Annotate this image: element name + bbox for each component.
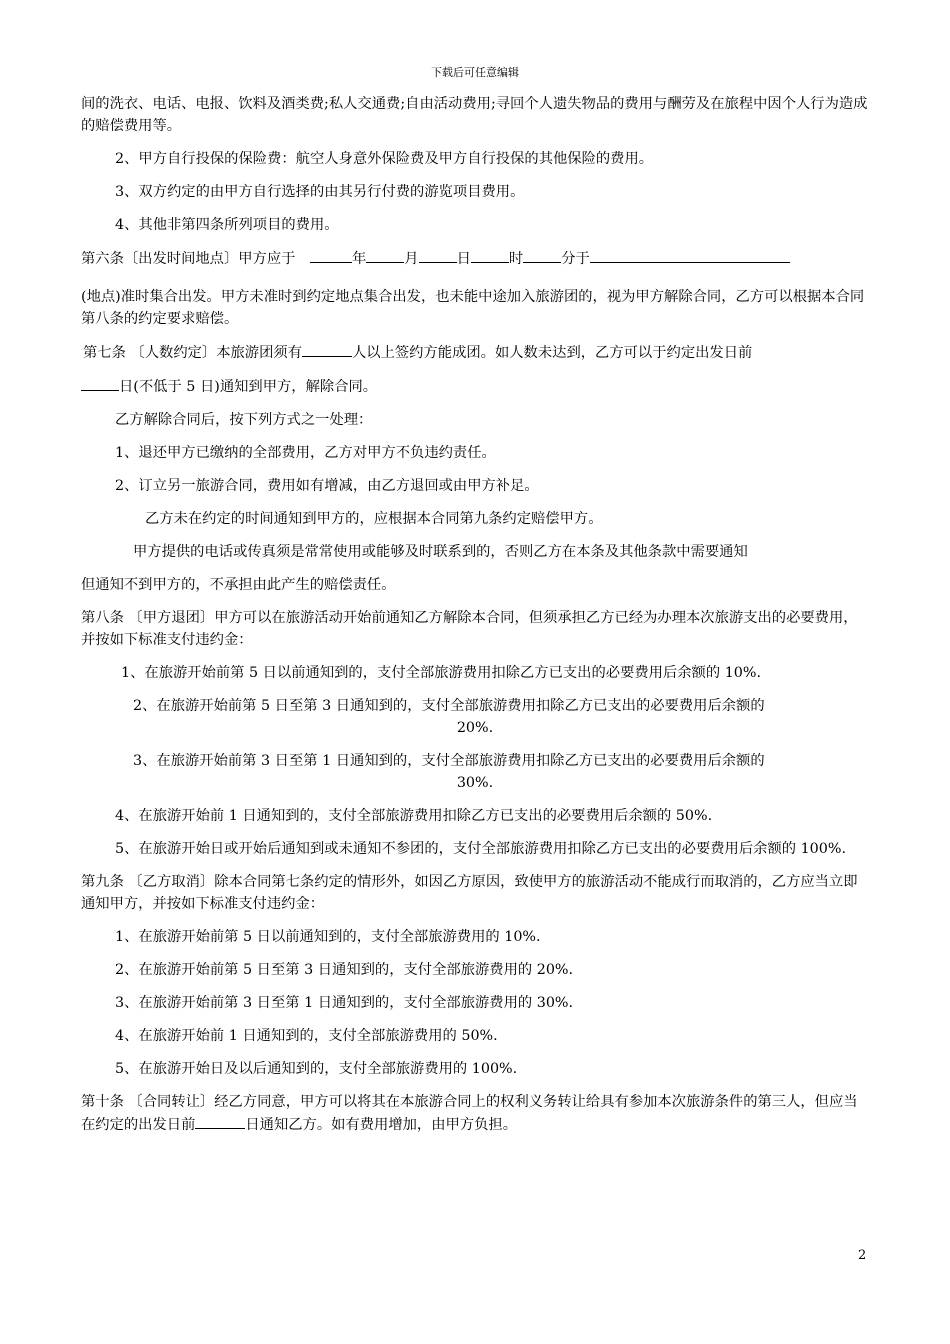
article-7-text: 人以上签约方能成团。如人数未达到，乙方可以于约定出发日前 (352, 345, 753, 361)
paragraph-contact-note-cont: 但通知不到甲方的，不承担由此产生的赔偿责任。 (81, 577, 396, 593)
article-8-item-3-value: 30%. (456, 775, 494, 791)
article-9-item-1: 1、在旅游开始前第 5 日以前通知到的，支付全部旅游费用的 10%. (115, 929, 541, 945)
hour-label: 时 (508, 251, 524, 267)
paragraph-contact-note: 甲方提供的电话或传真须是常常使用或能够及时联系到的，否则乙方在本条及其他条款中需要通知 (133, 544, 748, 560)
paragraph-termination-options: 乙方解除合同后，按下列方式之一处理： (115, 412, 373, 428)
article-10 (81, 1091, 869, 1136)
day-blank (419, 247, 457, 263)
notice-days-blank (81, 375, 119, 391)
hour-blank (471, 247, 509, 263)
page-number: 2 (858, 1248, 867, 1263)
article-8-item-5: 5、在旅游开始日或开始后通知到或未通知不参团的，支付全部旅游费用扣除乙方已支出的必要费用后余额的 100%. (115, 841, 847, 857)
article-7-text-2: 日(不低于 5 日)通知到甲方，解除合同。 (119, 379, 378, 395)
article-8-item-3: 3、在旅游开始前第 3 日至第 1 日通知到的，支付全部旅游费用扣除乙方已支出的必要费用后余额的 (133, 753, 765, 769)
article-8-item-2-value: 20%. (456, 720, 494, 736)
article-10-text: 第十条 〔合同转让〕经乙方同意，甲方可以将其在本旅游合同上的权利义务转让给具有参加本次旅游条件的第三人，但应当在约定的出发日前 (81, 1094, 858, 1133)
article-8-item-4: 4、在旅游开始前 1 日通知到的，支付全部旅游费用扣除乙方已支出的必要费用后余额的 50%. (115, 808, 713, 824)
month-label: 月 (404, 251, 419, 267)
article-7-label: 第七条 〔人数约定〕本旅游团须有 (83, 345, 302, 361)
day-label: 日 (456, 251, 471, 267)
location-blank (590, 247, 790, 263)
article-8: 第八条 〔甲方退团〕甲方可以在旅游活动开始前通知乙方解除本合同，但须承担乙方已经为办理本次旅游支出的必要费用，并按如下标准支付违约金： (81, 610, 858, 648)
article-9-item-5: 5、在旅游开始日及以后通知到的，支付全部旅游费用的 100%. (115, 1061, 518, 1077)
article-6-heading-line (81, 247, 869, 270)
document-body (81, 93, 869, 1136)
article-9-item-2: 2、在旅游开始前第 5 日至第 3 日通知到的，支付全部旅游费用的 20%. (115, 962, 574, 978)
page-header: 下载后可任意编辑 (431, 66, 519, 79)
year-blank (310, 247, 352, 263)
list-item-other-expenses: 4、其他非第四条所列项目的费用。 (115, 217, 339, 233)
paragraph-compensation-note: 乙方未在约定的时间通知到甲方的，应根据本合同第九条约定赔偿甲方。 (145, 511, 603, 527)
list-item-insurance: 2、甲方自行投保的保险费：航空人身意外保险费及甲方自行投保的其他保险的费用。 (115, 151, 654, 167)
article-8-item-1: 1、在旅游开始前第 5 日以前通知到的，支付全部旅游费用扣除乙方已支出的必要费用后余额的 10%. (121, 665, 762, 681)
minute-blank (523, 247, 561, 263)
article-7-line-2 (81, 375, 869, 398)
list-item-new-contract: 2、订立另一旅游合同，费用如有增减，由乙方退回或由甲方补足。 (115, 478, 539, 494)
article-6-label: 第六条〔出发时间地点〕甲方应于 (81, 251, 296, 267)
article-9-item-3: 3、在旅游开始前第 3 日至第 1 日通知到的，支付全部旅游费用的 30%. (115, 995, 574, 1011)
transfer-days-blank (195, 1113, 245, 1129)
article-8-item-2: 2、在旅游开始前第 5 日至第 3 日通知到的，支付全部旅游费用扣除乙方已支出的必要费用后余额的 (133, 698, 765, 714)
article-9-item-4: 4、在旅游开始前 1 日通知到的，支付全部旅游费用的 50%. (115, 1028, 498, 1044)
article-9: 第九条 〔乙方取消〕除本合同第七条约定的情形外，如因乙方原因，致使甲方的旅游活动不能成行而取消的，乙方应当立即通知甲方，并按如下标准支付违约金： (81, 874, 858, 912)
list-item-optional-tours: 3、双方约定的由甲方自行选择的由其另行付费的游览项目费用。 (115, 184, 525, 200)
list-item-refund: 1、退还甲方已缴纳的全部费用，乙方对甲方不负违约责任。 (115, 445, 496, 461)
month-blank (366, 247, 404, 263)
paragraph-expenses-continued: 间的洗衣、电话、电报、饮料及酒类费;私人交通费;自由活动费用;寻回个人遗失物品的费用与酬劳及在旅程中因个人行为造成的赔偿费用等。 (81, 96, 868, 134)
minute-label: 分于 (561, 251, 590, 267)
article-6-body: (地点)准时集合出发。甲方未准时到约定地点集合出发，也未能中途加入旅游团的，视为甲方解除合同，乙方可以根据本合同第八条的约定要求赔偿。 (81, 289, 865, 327)
article-7-line-1 (81, 341, 869, 364)
article-10-text-2: 日通知乙方。如有费用增加，由甲方负担。 (245, 1117, 518, 1133)
min-people-blank (302, 341, 352, 357)
year-label: 年 (352, 251, 367, 267)
